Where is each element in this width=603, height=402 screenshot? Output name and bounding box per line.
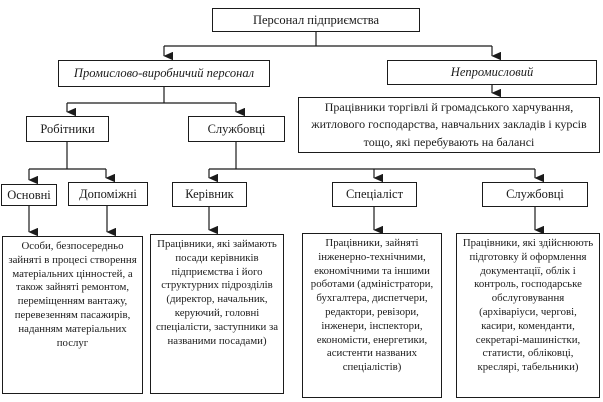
node-employees-group-label: Службовці [207,121,266,136]
desc-office-employees [456,233,600,398]
node-main-workers-label: Основні [7,187,51,202]
node-auxiliary-workers [68,182,148,206]
node-office-employees [482,182,588,207]
node-personnel-root [212,8,420,32]
node-nonindustrial-note [298,97,600,153]
node-industrial-personnel-label: Промислово-виробничий персонал [73,66,255,80]
node-nonindustrial-note-text: Працівники торгівлі й громадського харчування, житлового господарства, навчальних закладів і курсів тощо, які перебувають на балансі [311,99,587,149]
node-employees-group [188,116,285,142]
node-workers [26,116,109,142]
node-personnel-root-label: Персонал підприємства [252,12,380,27]
node-specialist-label: Спеціаліст [345,187,404,201]
node-nonindustrial-personnel-label: Непромисловий [450,65,534,79]
node-specialist [332,182,417,207]
desc-specialist-text: Працівники, зайняті інженерно-технічними, економічними та іншими роботами (адміністратори, бухгалтера, диспетчери, редактори, ревізори, інженери, інспектори, економісти, енергетики, асистенти названих спеціалістів) [310,237,434,374]
node-manager-label: Керівник [185,187,234,201]
desc-workers-text: Особи, безпосередньо зайняті в процесі створення матеріальних цінностей, а також зайняті ремонтом, переміщенням вантажу, перевезенням пасажирів, наданням матеріальних послуг [8,240,137,349]
desc-office-employees-text: Працівники, які здійснюють підготовку й оформлення документації, облік і контроль, господарське обслуговування (архіваріуси, чергові, касири, коменданти, секретарі-машиністки, статисти, обліковці, креслярі, табельники) [462,237,594,374]
node-main-workers [1,184,57,206]
desc-manager [150,234,284,394]
node-industrial-personnel [58,60,270,87]
node-manager [172,182,247,207]
node-auxiliary-workers-label: Допоміжні [79,186,137,201]
node-workers-label: Робітники [40,121,95,136]
desc-manager-text: Працівники, які займають посади керівників підприємства і його структурних підрозділів (директор, начальник, керуючий, головні спеціалісти, заступники за названими посадами) [155,238,279,347]
desc-workers [2,236,143,394]
desc-specialist [302,233,442,398]
node-office-employees-label: Службовці [506,187,564,201]
node-nonindustrial-personnel [387,60,597,85]
